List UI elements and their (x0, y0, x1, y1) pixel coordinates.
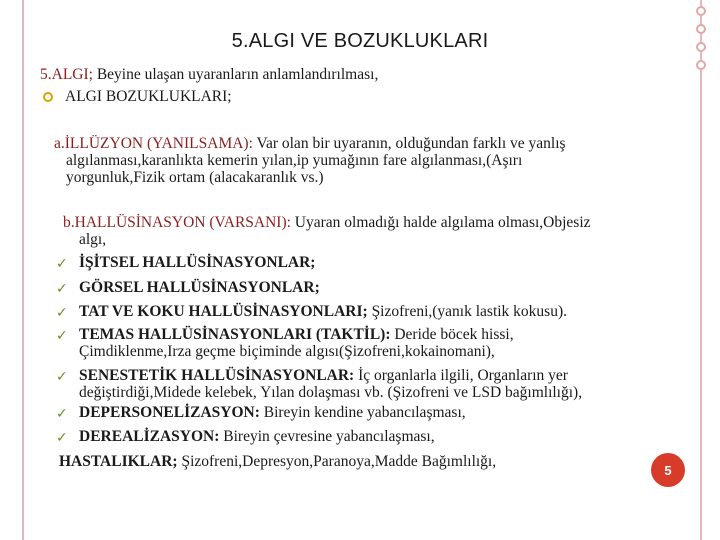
list-item: TAT VE KOKU HALLÜSİNASYONLARI; Şizofreni,(yanık lastik kokusu). (79, 303, 568, 320)
list-item: DEPERSONELİZASYON: Bireyin kendine yabancılaşması, (79, 404, 466, 421)
page-number-badge: 5 (651, 453, 685, 487)
illusion-text: Var olan bir uyaranın, olduğundan farklı ve yanlış (252, 135, 566, 152)
list-item: DEREALİZASYON: Bireyin çevresine yabancılaşması, (79, 428, 435, 445)
checkmark-icon: ✓ (56, 406, 68, 422)
hallucination-text: Uyaran olmadığı halde algılama olması,Objesiz (290, 214, 591, 231)
illusion-label: a.İLLÜZYON (YANILSAMA): (54, 135, 253, 152)
frame-ring (696, 6, 706, 16)
hallucination-label: b.HALLÜSİNASYON (VARSANI): (63, 214, 291, 231)
hallucination-line-1 (63, 214, 591, 232)
list-item: SENESTETİK HALLÜSİNASYONLAR: İç organlarla ilgili, Organların yer (79, 367, 568, 384)
list-item: İŞİTSEL HALLÜSİNASYONLAR; (79, 254, 316, 271)
circle-bullet-icon (43, 92, 53, 102)
illusion-line-3: yorgunluk,Fizik ortam (alacakaranlık vs.) (66, 169, 324, 186)
checkmark-icon: ✓ (56, 281, 68, 297)
definition-text: Beyine ulaşan uyaranların anlamlandırılması, (92, 66, 379, 83)
slide-title: 5.ALGI VE BOZUKLUKLARI (231, 30, 489, 52)
illusion-line-1 (54, 135, 566, 153)
checkmark-icon: ✓ (56, 328, 68, 344)
list-item-continuation: Çimdiklenme,Irza geçme biçiminde algısı(Şizofreni,kokainomani), (79, 343, 495, 360)
definition-label: 5.ALGI; (40, 66, 93, 83)
definition-line (40, 66, 378, 84)
left-frame-line (22, 0, 24, 540)
subtitle: ALGI BOZUKLUKLARI; (65, 88, 232, 105)
list-item-continuation: değiştirdiği,Midede kelebek, Yılan dolaşması vb. (Şizofreni ve LSD bağımlılığı), (79, 384, 583, 401)
checkmark-icon: ✓ (56, 369, 68, 385)
checkmark-icon: ✓ (56, 305, 68, 321)
hallucination-line-2: algı, (79, 231, 107, 248)
illusion-line-2: algılanması,karanlıkta kemerin yılan,ip yumağının fare algılanması,(Aşırı (66, 152, 523, 169)
list-item: GÖRSEL HALLÜSİNASYONLAR; (79, 279, 320, 296)
diseases-line: HASTALIKLAR; Şizofreni,Depresyon,Paranoya,Madde Bağımlılığı, (59, 453, 497, 470)
list-item: TEMAS HALLÜSİNASYONLARI (TAKTİL): Deride böcek hissi, (79, 326, 514, 343)
frame-ring (696, 60, 706, 70)
checkmark-icon: ✓ (56, 256, 68, 272)
right-frame-line (700, 0, 702, 540)
checkmark-icon: ✓ (56, 430, 68, 446)
